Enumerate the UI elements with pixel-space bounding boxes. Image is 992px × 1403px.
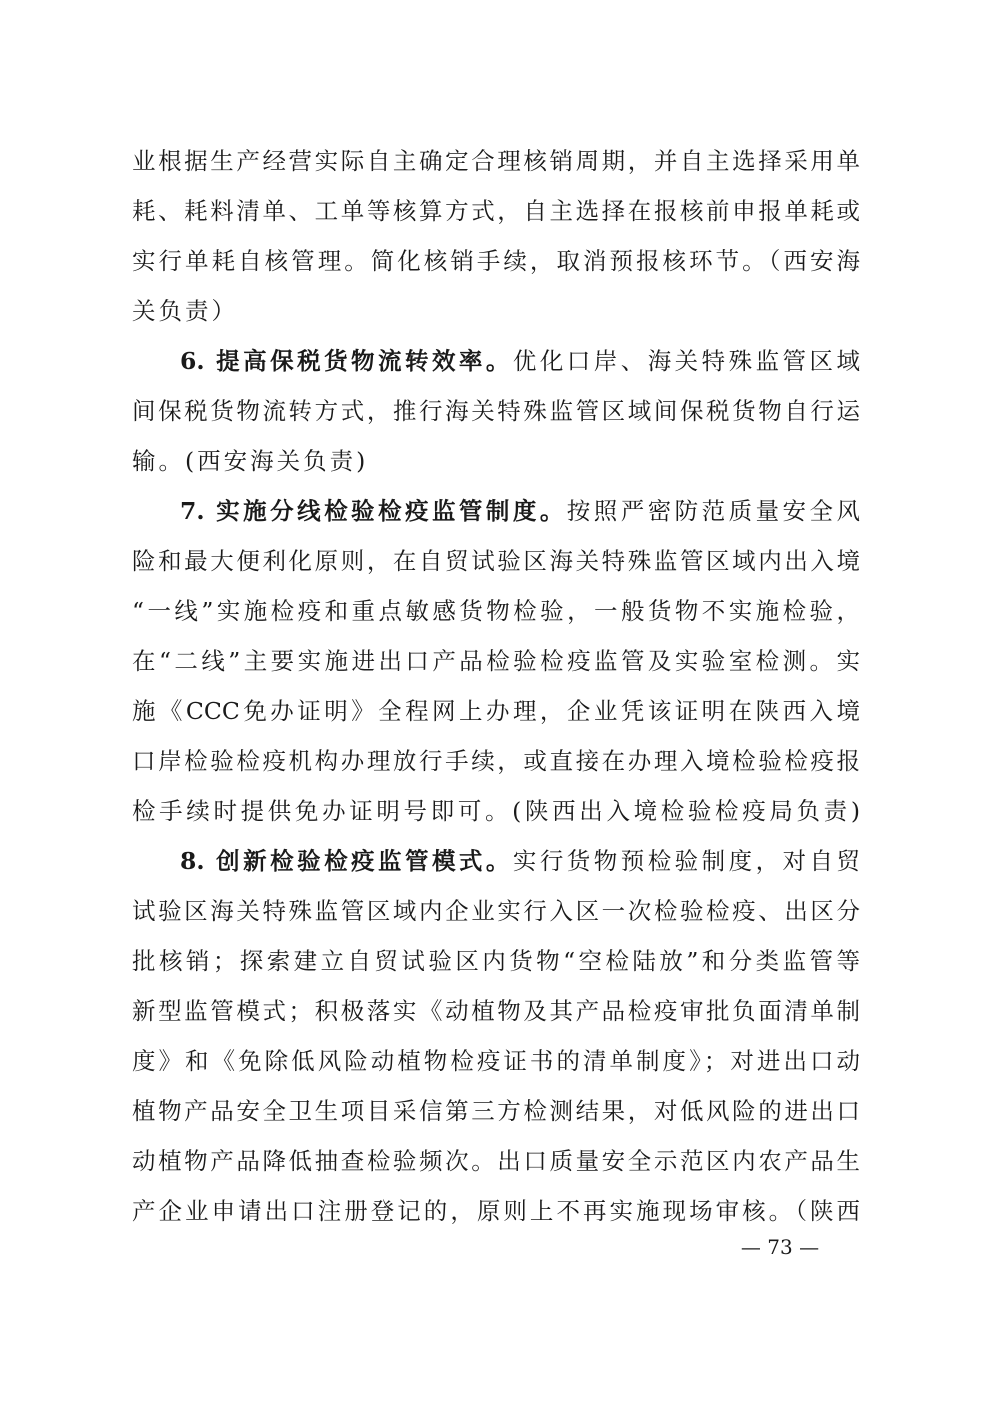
paragraph-line: 试验区海关特殊监管区域内企业实行入区一次检验检疫、出区分 — [132, 897, 860, 925]
paragraph-line: 施《CCC免办证明》全程网上办理，企业凭该证明在陕西入境 — [132, 697, 860, 725]
paragraph-line: 批核销；探索建立自贸试验区内货物“空检陆放”和分类监管等 — [132, 947, 860, 975]
paragraph-first-line — [180, 841, 860, 881]
section-heading: 8. 创新检验检疫监管模式。 — [180, 847, 513, 875]
paragraph-line: 关负责） — [132, 297, 238, 325]
paragraph-line: 检手续时提供免办证明号即可。(陕西出入境检验检疫局负责) — [132, 797, 860, 825]
paragraph-line: 业根据生产经营实际自主确定合理核销周期，并自主选择采用单 — [132, 147, 860, 175]
paragraph-line: 动植物产品降低抽查检验频次。出口质量安全示范区内农产品生 — [132, 1147, 860, 1175]
paragraph-line: 新型监管模式；积极落实《动植物及其产品检疫审批负面清单制 — [132, 997, 860, 1025]
paragraph-text: 实行货物预检验制度，对自贸 — [512, 847, 860, 875]
paragraph-line: 险和最大便利化原则，在自贸试验区海关特殊监管区域内出入境 — [132, 547, 860, 575]
paragraph-text: 优化口岸、海关特殊监管区域 — [512, 347, 860, 375]
page-number: — 73 — — [740, 1235, 820, 1259]
paragraph-line: 实行单耗自核管理。简化核销手续，取消预报核环节。（西安海 — [132, 247, 860, 275]
paragraph-first-line — [180, 341, 860, 381]
paragraph-line: 间保税货物流转方式，推行海关特殊监管区域间保税货物自行运 — [132, 397, 860, 425]
paragraph-line: 度》和《免除低风险动植物检疫证书的清单制度》；对进出口动 — [132, 1047, 860, 1075]
section-heading: 6. 提高保税货物流转效率。 — [180, 347, 513, 375]
section-heading: 7. 实施分线检验检疫监管制度。 — [180, 497, 567, 525]
paragraph-line: 耗、耗料清单、工单等核算方式，自主选择在报核前申报单耗或 — [132, 197, 860, 225]
paragraph-line: “一线”实施检疫和重点敏感货物检验，一般货物不实施检验， — [132, 597, 860, 625]
paragraph-line: 口岸检验检疫机构办理放行手续，或直接在办理入境检验检疫报 — [132, 747, 860, 775]
paragraph-line: 产企业申请出口注册登记的，原则上不再实施现场审核。（陕西 — [132, 1197, 860, 1225]
paragraph-text: 按照严密防范质量安全风 — [566, 497, 860, 525]
paragraph-line: 输。(西安海关负责) — [132, 447, 369, 475]
paragraph-first-line — [180, 491, 860, 531]
paragraph-line: 植物产品安全卫生项目采信第三方检测结果，对低风险的进出口 — [132, 1097, 860, 1125]
paragraph-line: 在“二线”主要实施进出口产品检验检疫监管及实验室检测。实 — [132, 647, 860, 675]
